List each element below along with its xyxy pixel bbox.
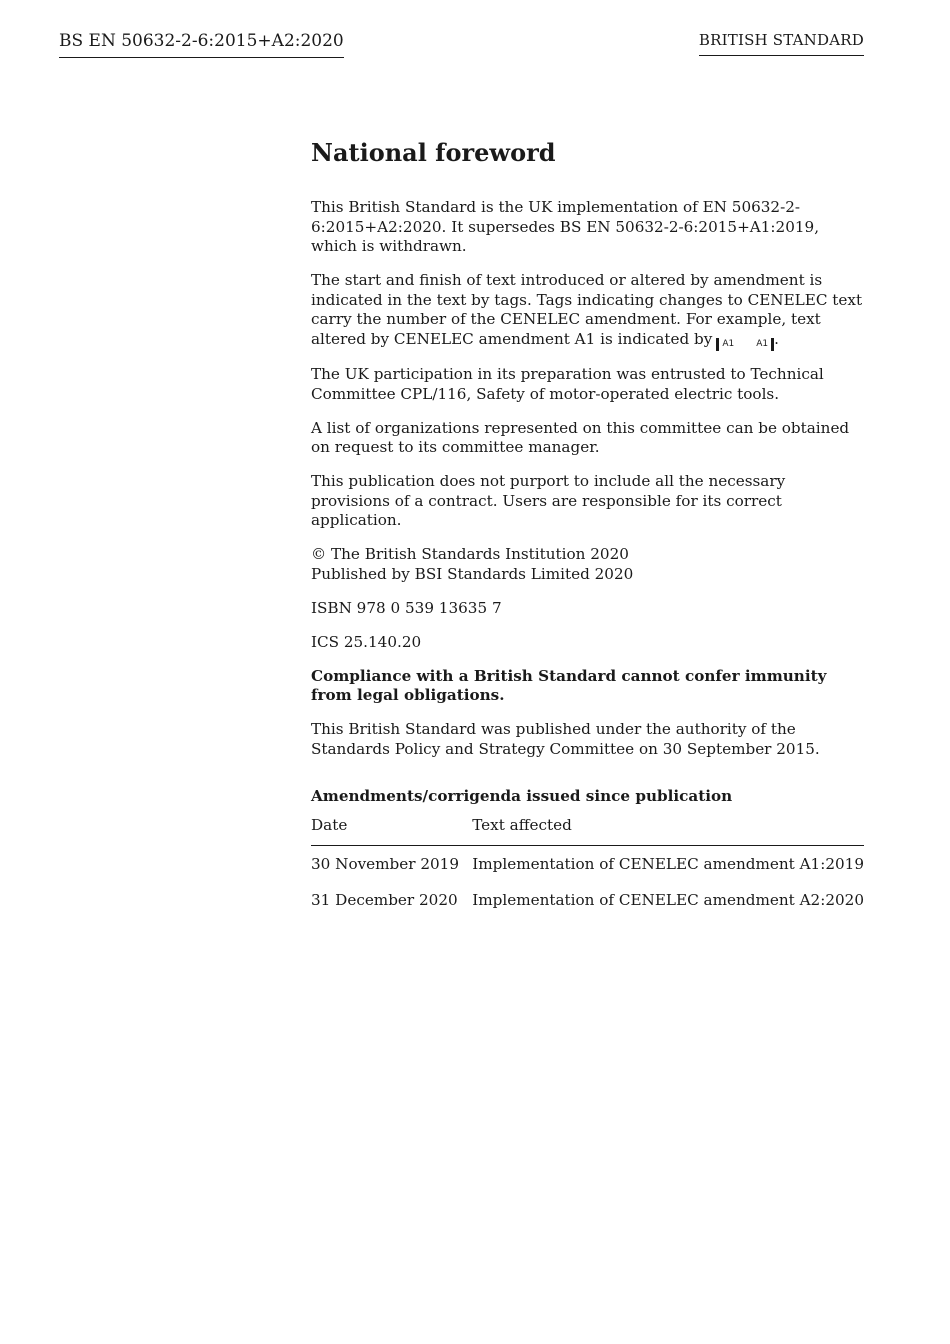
isbn: ISBN 978 0 539 13635 7	[311, 598, 502, 617]
amendment-text-affected: Implementation of CENELEC amendment A2:2020	[472, 890, 864, 909]
column-header-text-affected: Text affected	[472, 816, 864, 846]
organizations-paragraph: A list of organizations represented on this committee can be obtained on request to its committee manager.	[311, 418, 850, 456]
document-identifier: BS EN 50632-2-6:2015+A2:2020	[59, 31, 344, 58]
page-title: National foreword	[311, 138, 556, 167]
amendment-start-tag-icon: A1	[716, 338, 740, 351]
amendment-end-tag-icon: A1	[750, 338, 774, 351]
amendment-text-affected: Implementation of CENELEC amendment A1:2019	[472, 855, 864, 873]
foreword-content	[311, 138, 864, 917]
compliance-notice: Compliance with a British Standard cannot confer immunity from legal obligations.	[311, 666, 827, 704]
amendment-date: 31 December 2020	[311, 890, 458, 909]
copyright-block	[311, 545, 864, 584]
committee-paragraph: The UK participation in its preparation was entrusted to Technical Committee CPL/116, Safety of motor-operated electric tools.	[311, 365, 824, 403]
authority-paragraph: This British Standard was published under the authority of the Standards Policy and Strategy Committee on 30 September 2015.	[311, 720, 820, 758]
ics-code: ICS 25.140.20	[311, 632, 422, 651]
standard-series-label: BRITISH STANDARD	[699, 31, 864, 56]
table-header-row	[311, 816, 864, 846]
amendment-tags-paragraph	[311, 271, 864, 351]
amendments-heading: Amendments/corrigenda issued since publication	[311, 787, 733, 805]
copyright-line: © The British Standards Institution 2020	[311, 545, 629, 563]
table-row	[311, 846, 864, 882]
amendment-tags-end: .	[774, 329, 779, 348]
table-row	[311, 882, 864, 918]
amendment-tags-text: The start and finish of text introduced or altered by amendment is indicated in the text by tags. Tags indicating changes to CENELEC text carry the number of the CENELEC amendment. For example, text altered by CENELEC amendment A1 is indicated by	[311, 271, 863, 348]
provisions-paragraph: This publication does not purport to include all the necessary provisions of a contract. Users are responsible for its correct application.	[311, 472, 786, 529]
column-header-date: Date	[311, 816, 472, 846]
amendments-table	[311, 816, 864, 918]
amendment-date: 30 November 2019	[311, 855, 460, 873]
publisher-line: Published by BSI Standards Limited 2020	[311, 564, 634, 583]
implementation-paragraph: This British Standard is the UK implementation of EN 50632-2-6:2015+A2:2020. It supersedes BS EN 50632-2-6:2015+A1:2019, which is withdrawn.	[311, 198, 820, 255]
